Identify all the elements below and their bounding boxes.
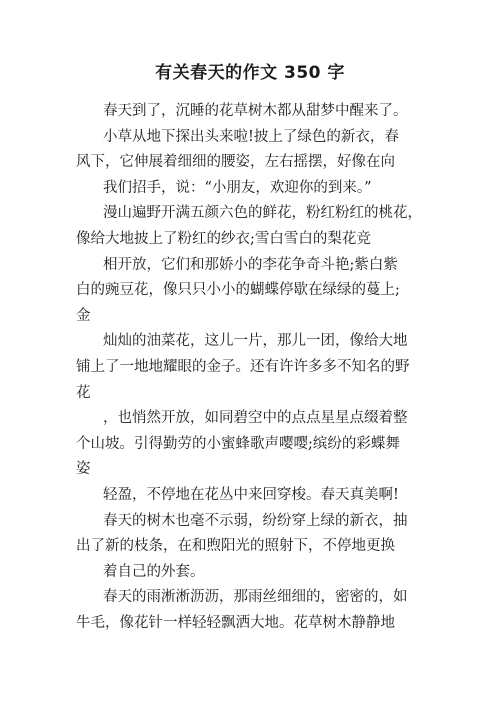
text-line: 春天到了，沉睡的花草树木都从甜梦中醒来了。: [103, 103, 408, 119]
text-line: 风下，它伸展着细细的腰姿，左右摇摆，好像在向: [76, 154, 395, 171]
text-line: 铺上了一地地耀眼的金子。还有许许多多不知名的野: [76, 358, 410, 375]
text-line: 金: [76, 307, 91, 324]
text-line: 像给大地披上了粉红的纱衣;雪白雪白的梨花竞: [76, 230, 371, 247]
text-line: 轻盈，不停地在花丛中来回穿梭。春天真美啊!: [103, 486, 399, 503]
text-line: 花: [76, 384, 91, 401]
document-title: 有关春天的作文 350 字: [155, 63, 345, 83]
text-line: 着自己的外套。: [103, 563, 205, 580]
text-line: 白的豌豆花，像只只小小的蝴蝶停歇在绿绿的蔓上;: [76, 282, 400, 299]
text-line: 相开放，它们和那娇小的李花争奇斗艳;紫白紫: [103, 256, 398, 273]
text-line: 漫山遍野开满五颜六色的鲜花，粉红粉红的桃花，: [103, 205, 422, 222]
text-line: 春天的树木也毫不示弱，纷纷穿上绿的新衣，抽: [103, 512, 408, 529]
text-line: 姿: [76, 461, 91, 478]
text-line: 个山坡。引得勤劳的小蜜蜂歌声嘤嘤;缤纷的彩蝶舞: [76, 435, 400, 452]
text-line: 春天的雨淅淅沥沥，那雨丝细细的，密密的，如: [103, 589, 408, 606]
text-line: 出了新的枝条，在和煦阳光的照射下，不停地更换: [76, 538, 395, 555]
text-line: ，也悄然开放，如同碧空中的点点星星点缀着整: [103, 410, 408, 427]
document-body: [76, 99, 436, 636]
text-line: 我们招手，说：“小朋友，欢迎你的到来。”: [103, 179, 372, 196]
text-line: 灿灿的油菜花，这儿一片，那儿一团，像给大地: [103, 333, 408, 350]
text-line: 小草从地下探出头来啦!披上了绿色的新衣，春: [103, 128, 399, 145]
text-line: 牛毛，像花针一样轻轻飘洒大地。花草树木静静地: [76, 614, 395, 631]
